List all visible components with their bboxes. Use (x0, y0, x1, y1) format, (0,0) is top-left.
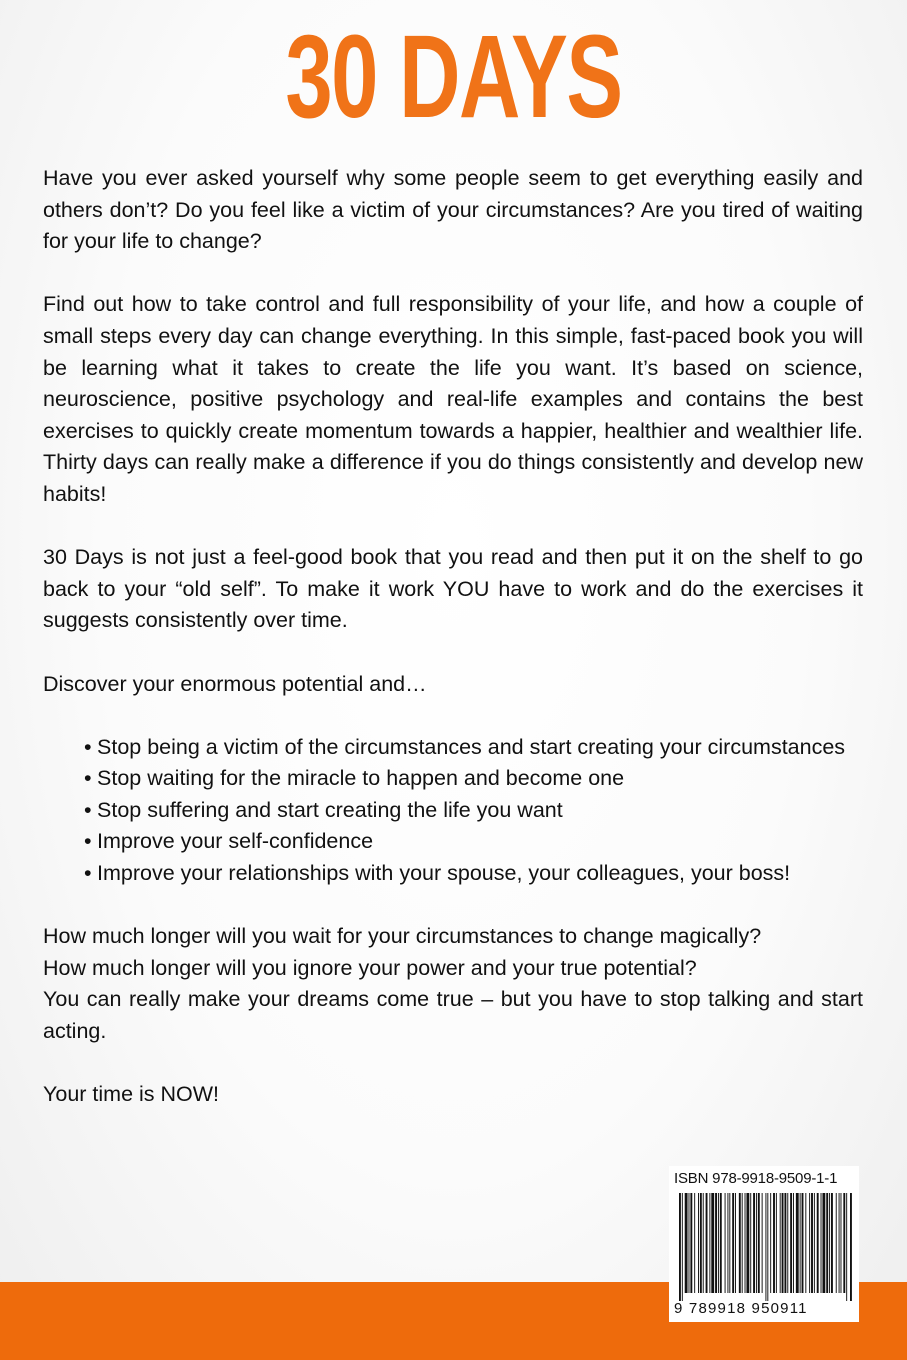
bullet-icon: • (84, 797, 92, 822)
barcode-bar (756, 1193, 757, 1293)
barcode-bar (811, 1193, 813, 1293)
isbn-label: ISBN 978-9918-9509-1-1 (674, 1170, 838, 1187)
barcode-bar (682, 1193, 683, 1301)
barcode-bar (753, 1193, 755, 1293)
barcode-bar (706, 1193, 708, 1293)
description-paragraph: Find out how to take control and full responsibility of your life, and how a couple of small steps every day can change everything. In this simple, fast-paced book you will be learning what it takes to create the life you want. It’s based on science, neuroscience, positive psychology and real-life examples and contains the best exercises to quickly create momentum towards a happier, healthier and wealthier life. Thirty days can really make a difference if you do things consistently and develop new habits! (43, 292, 863, 506)
barcode-bar (765, 1193, 766, 1301)
barcode-bar (690, 1193, 692, 1293)
closing-line: Your time is NOW! (43, 1082, 220, 1107)
question-line-1: How much longer will you wait for your circumstances to change magically? (43, 924, 762, 949)
list-item-text: Stop suffering and start creating the life you want (97, 797, 563, 822)
list-item (84, 763, 863, 795)
discover-lead-in: Discover your enormous potential and… (43, 671, 427, 696)
barcode-bar (782, 1193, 784, 1293)
list-item (84, 732, 863, 764)
question-line-2: How much longer will you ignore your power and your true potential? (43, 955, 697, 980)
barcode-bar (790, 1193, 792, 1293)
intro-paragraph: Have you ever asked yourself why some people seem to get everything easily and others don’t? Do you feel like a victim of your circumstances? Are you tired of waiting for your life to change? (43, 166, 863, 254)
barcode-bar (843, 1193, 845, 1293)
barcode-bar (784, 1193, 786, 1293)
barcode-bar (839, 1193, 840, 1293)
barcode-bar (739, 1193, 741, 1293)
barcode-bar (709, 1193, 710, 1293)
barcode-bar (746, 1193, 749, 1293)
barcode-bar (745, 1193, 746, 1293)
barcode-digits: 9 789918 950911 (674, 1300, 808, 1317)
blurb-body (43, 163, 863, 1142)
barcode-bar (800, 1193, 801, 1293)
book-title: 30 DAYS (285, 11, 622, 143)
barcode-bar (729, 1193, 730, 1293)
list-item (84, 795, 863, 827)
barcode-bar (720, 1193, 722, 1293)
bullet-icon: • (84, 734, 92, 759)
barcode-bar (679, 1193, 681, 1301)
call-to-action-paragraph (43, 921, 863, 1047)
barcode-bar (694, 1193, 695, 1293)
bullet-icon: • (84, 766, 92, 791)
barcode-bar (727, 1193, 728, 1293)
barcode-bar (735, 1193, 736, 1293)
barcode-bar (770, 1193, 771, 1293)
barcode-bar (773, 1193, 775, 1293)
dream-line: You can really make your dreams come true – but you have to stop talking and start acting. (43, 987, 863, 1044)
barcode-bar (817, 1193, 819, 1293)
barcode-bar (700, 1193, 702, 1293)
barcode-icon (677, 1193, 853, 1301)
barcode-bar (814, 1193, 815, 1293)
barcode-bar (846, 1193, 847, 1301)
barcode-bar (805, 1193, 806, 1293)
barcode-bar (802, 1193, 804, 1293)
barcode-bar (831, 1193, 833, 1293)
barcode-bar (725, 1193, 726, 1293)
list-item (84, 826, 863, 858)
barcode-bar (750, 1193, 751, 1293)
barcode-bar (787, 1193, 788, 1293)
list-item-text: Improve your relationships with your spouse, your colleagues, your boss! (97, 861, 791, 886)
bullet-icon: • (84, 829, 92, 854)
barcode-bar (841, 1193, 842, 1293)
barcode-bar (732, 1193, 734, 1293)
barcode-bar (850, 1193, 852, 1301)
benefits-list (84, 732, 863, 890)
barcode-bar (703, 1193, 704, 1293)
barcode-bar (821, 1193, 822, 1293)
barcode-bar (826, 1193, 828, 1293)
barcode-bar (767, 1193, 768, 1301)
barcode-bar (718, 1193, 719, 1293)
barcode-bar (685, 1193, 688, 1293)
barcode-bar (780, 1193, 781, 1293)
barcode-bar (711, 1193, 714, 1293)
warning-paragraph: 30 Days is not just a feel-good book that you read and then put it on the shelf to go back to your “old self”. To make it work YOU have to work and do the exercises it suggests consistently over time. (43, 545, 863, 633)
barcode-bar (715, 1193, 717, 1293)
barcode-bar (698, 1193, 699, 1293)
list-item (84, 858, 863, 890)
barcode-bar (689, 1193, 690, 1293)
list-item-text: Stop waiting for the miracle to happen and become one (97, 766, 625, 791)
list-item-text: Stop being a victim of the circumstances and start creating your circumstances (97, 734, 846, 759)
barcode-bar (776, 1193, 777, 1293)
barcode-bar (822, 1193, 825, 1293)
barcode-bar (829, 1193, 830, 1293)
barcode-bar (796, 1193, 799, 1293)
list-item-text: Improve your self-confidence (97, 829, 374, 854)
barcode-bar (836, 1193, 837, 1293)
barcode-bar (793, 1193, 794, 1293)
barcode-bar (809, 1193, 810, 1293)
bullet-icon: • (84, 861, 92, 886)
barcode-bar (758, 1193, 760, 1293)
barcode-bar (762, 1193, 763, 1293)
barcode-bar (742, 1193, 743, 1293)
